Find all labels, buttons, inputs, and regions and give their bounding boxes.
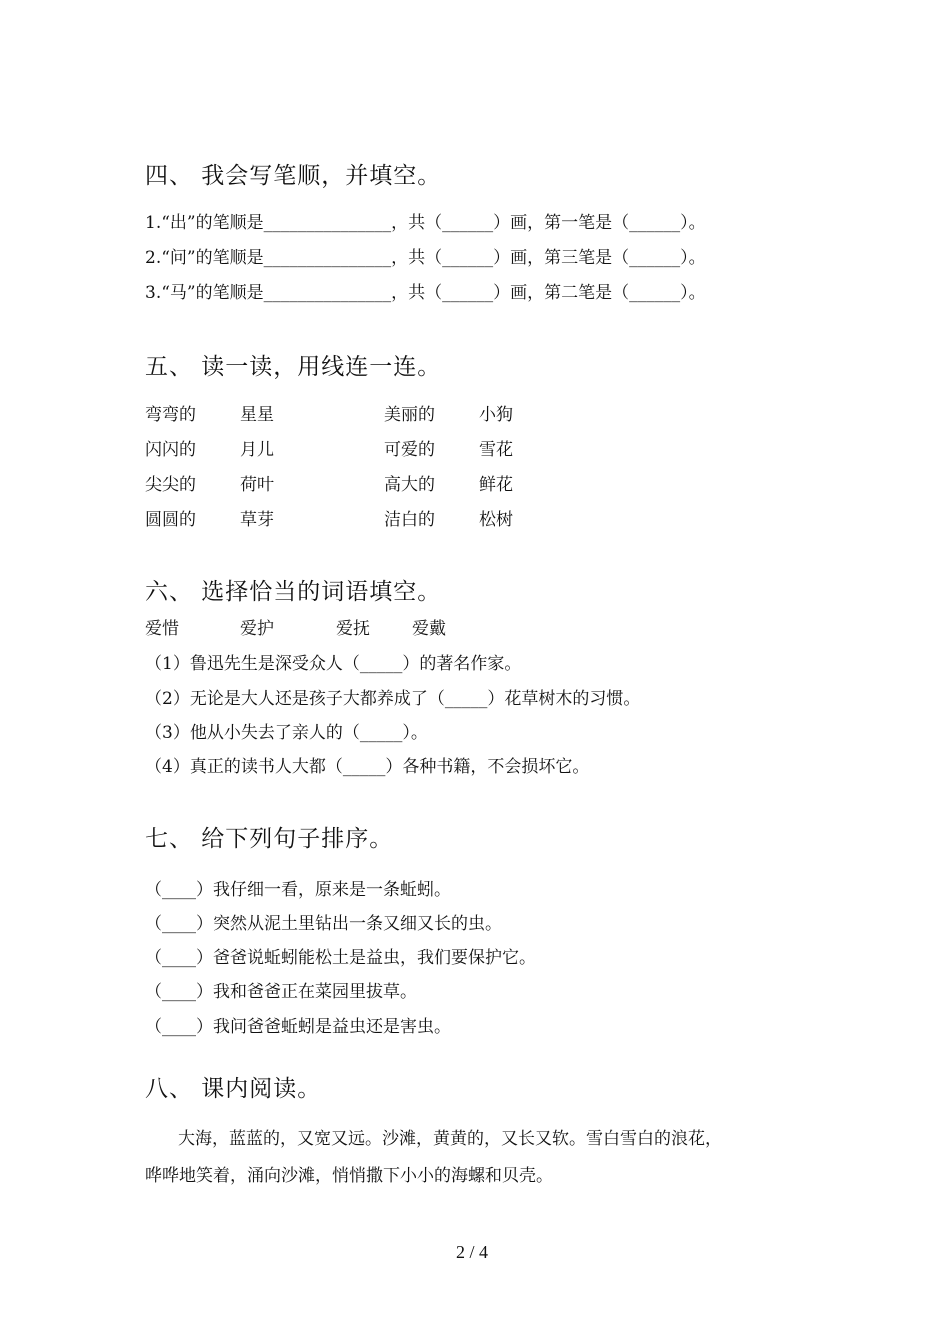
- fill-blank-item: （4）真正的读书人大都（_____）各种书籍，不会损坏它。: [145, 757, 590, 777]
- page-number: 2 / 4: [456, 1242, 489, 1262]
- stroke-order-line: 3.“马”的笔顺是_______________，共（______）画，第二笔是（______）。: [145, 283, 706, 303]
- match-word: 尖尖的: [145, 475, 196, 495]
- order-item: （____）爸爸说蚯蚓能松土是益虫，我们要保护它。: [145, 948, 536, 968]
- match-word: 月儿: [240, 440, 274, 460]
- reading-paragraph-line-1: 大海，蓝蓝的，又宽又远。沙滩，黄黄的，又长又软。雪白雪白的浪花，: [178, 1129, 722, 1149]
- order-item: （____）我和爸爸正在菜园里拔草。: [145, 982, 417, 1002]
- match-word: 鲜花: [479, 475, 513, 495]
- order-item: （____）突然从泥土里钻出一条又细又长的虫。: [145, 914, 502, 934]
- section-6-title: 六、 选择恰当的词语填空。: [145, 579, 442, 605]
- match-word: 小狗: [479, 405, 513, 425]
- match-word: 闪闪的: [145, 440, 196, 460]
- fill-blank-item: （2）无论是大人还是孩子大都养成了（_____）花草树木的习惯。: [145, 689, 641, 709]
- order-item: （____）我仔细一看，原来是一条蚯蚓。: [145, 880, 451, 900]
- match-word: 圆圆的: [145, 510, 196, 530]
- section-4-title: 四、 我会写笔顺，并填空。: [145, 163, 442, 189]
- order-item: （____）我问爸爸蚯蚓是益虫还是害虫。: [145, 1017, 451, 1037]
- fill-blank-item: （1）鲁迅先生是深受众人（_____）的著名作家。: [145, 654, 522, 674]
- match-word: 可爱的: [384, 440, 435, 460]
- fill-blank-item: （3）他从小失去了亲人的（_____）。: [145, 723, 428, 743]
- match-word: 弯弯的: [145, 405, 196, 425]
- match-word: 草芽: [240, 510, 274, 530]
- match-word: 高大的: [384, 475, 435, 495]
- match-word: 美丽的: [384, 405, 435, 425]
- match-word: 松树: [479, 510, 513, 530]
- match-word: 荷叶: [240, 475, 274, 495]
- stroke-order-line: 1.“出”的笔顺是_______________，共（______）画，第一笔是（______）。: [145, 213, 706, 233]
- match-word: 雪花: [479, 440, 513, 460]
- word-choice: 爱护: [240, 619, 274, 639]
- section-5-title: 五、 读一读，用线连一连。: [145, 354, 442, 380]
- word-choice: 爱惜: [145, 619, 179, 639]
- reading-paragraph-line-2: 哗哗地笑着，涌向沙滩，悄悄撒下小小的海螺和贝壳。: [145, 1166, 553, 1186]
- word-choice: 爱戴: [412, 619, 446, 639]
- match-word: 星星: [240, 405, 274, 425]
- section-8-title: 八、 课内阅读。: [145, 1076, 322, 1102]
- stroke-order-line: 2.“问”的笔顺是_______________，共（______）画，第三笔是（______）。: [145, 248, 706, 268]
- word-choice: 爱抚: [336, 619, 370, 639]
- section-7-title: 七、 给下列句子排序。: [145, 826, 394, 852]
- match-word: 洁白的: [384, 510, 435, 530]
